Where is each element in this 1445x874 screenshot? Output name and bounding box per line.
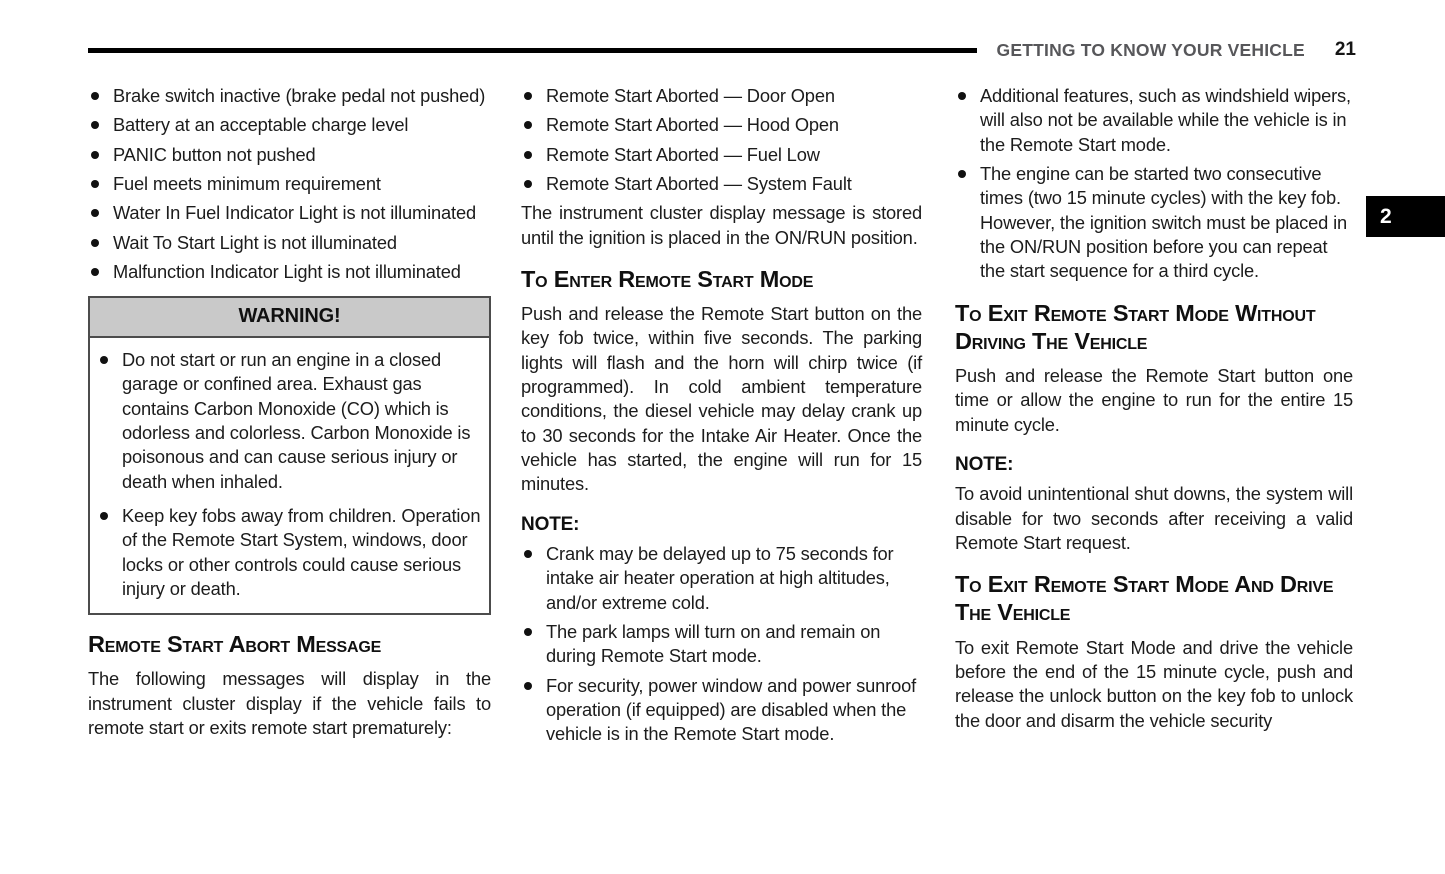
warning-box xyxy=(88,296,491,615)
paragraph: Push and release the Remote Start button one time or allow the engine to run for the entire 15 minute cycle. xyxy=(955,365,1353,435)
list-item: Malfunction Indicator Light is not illuminated xyxy=(88,260,491,284)
paragraph: Push and release the Remote Start button on the key fob twice, within five seconds. The parking lights will flash and the horn will chirp twice (if programmed). In cold ambient temperature conditions, the diesel vehicle may delay crank up to 30 seconds for the Intake Air Heater. Once the vehicle has started, the engine will run for 15 minutes. xyxy=(521,303,922,495)
heading-exit-and-drive: To Exit Remote Start Mode And Drive The Vehicle xyxy=(955,571,1334,626)
page-header xyxy=(88,37,1356,63)
warning-list xyxy=(97,348,481,601)
list-item: Remote Start Aborted — Fuel Low xyxy=(521,143,922,167)
note-label: NOTE: xyxy=(521,513,580,535)
list-item: Crank may be delayed up to 75 seconds for intake air heater operation at high altitudes, and/or extreme cold. xyxy=(521,542,922,615)
list-item: The engine can be started two consecutive times (two 15 minute cycles) with the key fob. However, the ignition switch must be placed in the ON/RUN position before you can repeat the start sequence for a third cycle. xyxy=(955,162,1353,284)
warning-body xyxy=(90,338,489,613)
list-item: PANIC button not pushed xyxy=(88,143,491,167)
paragraph: The instrument cluster display message is stored until the ignition is placed in the ON/RUN position. xyxy=(521,202,922,248)
abort-messages-list xyxy=(521,84,922,196)
list-item: Remote Start Aborted — Hood Open xyxy=(521,113,922,137)
header-rule xyxy=(88,48,977,53)
column-left xyxy=(88,84,491,750)
list-item: Do not start or run an engine in a closed garage or confined area. Exhaust gas contains Carbon Monoxide (CO) which is odorless and colorless. Carbon Monoxide is poisonous and can cause serious injury or death when inhaled. xyxy=(97,348,481,494)
chapter-tab: 2 xyxy=(1366,196,1445,237)
list-item: Wait To Start Light is not illuminated xyxy=(88,231,491,255)
list-item: Fuel meets minimum requirement xyxy=(88,172,491,196)
heading-remote-start-abort-message: Remote Start Abort Message xyxy=(88,631,382,658)
warning-title: WARNING! xyxy=(90,298,489,338)
note-label: NOTE: xyxy=(955,453,1014,475)
remote-start-conditions-list xyxy=(88,84,491,284)
list-item: Additional features, such as windshield wipers, will also not be available while the vehicle is in the Remote Start mode. xyxy=(955,84,1353,157)
list-item: Brake switch inactive (brake pedal not pushed) xyxy=(88,84,491,108)
page-number: 21 xyxy=(1334,39,1356,60)
list-item: Keep key fobs away from children. Operation of the Remote Start System, windows, door locks or other controls could cause serious injury or death. xyxy=(97,504,481,601)
list-item: Remote Start Aborted — Door Open xyxy=(521,84,922,108)
column-middle xyxy=(521,84,922,752)
list-item: Water In Fuel Indicator Light is not illuminated xyxy=(88,201,491,225)
heading-to-enter-remote-start-mode: To Enter Remote Start Mode xyxy=(521,265,814,292)
column-right xyxy=(955,84,1353,743)
section-title: GETTING TO KNOW YOUR VEHICLE xyxy=(996,39,1305,60)
heading-exit-without-driving: To Exit Remote Start Mode Without Driving The Vehicle xyxy=(955,299,1316,354)
paragraph: The following messages will display in the instrument cluster display if the vehicle fails to remote start or exits remote start prematurely: xyxy=(88,668,491,739)
paragraph: To avoid unintentional shut downs, the system will disable for two seconds after receiving a valid Remote Start request. xyxy=(955,483,1353,553)
list-item: For security, power window and power sunroof operation (if equipped) are disabled when the vehicle is in the Remote Start mode. xyxy=(521,674,922,747)
list-item: The park lamps will turn on and remain on during Remote Start mode. xyxy=(521,620,922,669)
additional-info-list xyxy=(955,84,1353,284)
paragraph: To exit Remote Start Mode and drive the vehicle before the end of the 15 minute cycle, push and release the unlock button on the key fob to unlock the door and disarm the vehicle security xyxy=(955,636,1353,731)
list-item: Battery at an acceptable charge level xyxy=(88,113,491,137)
list-item: Remote Start Aborted — System Fault xyxy=(521,172,922,196)
note-list xyxy=(521,542,922,747)
